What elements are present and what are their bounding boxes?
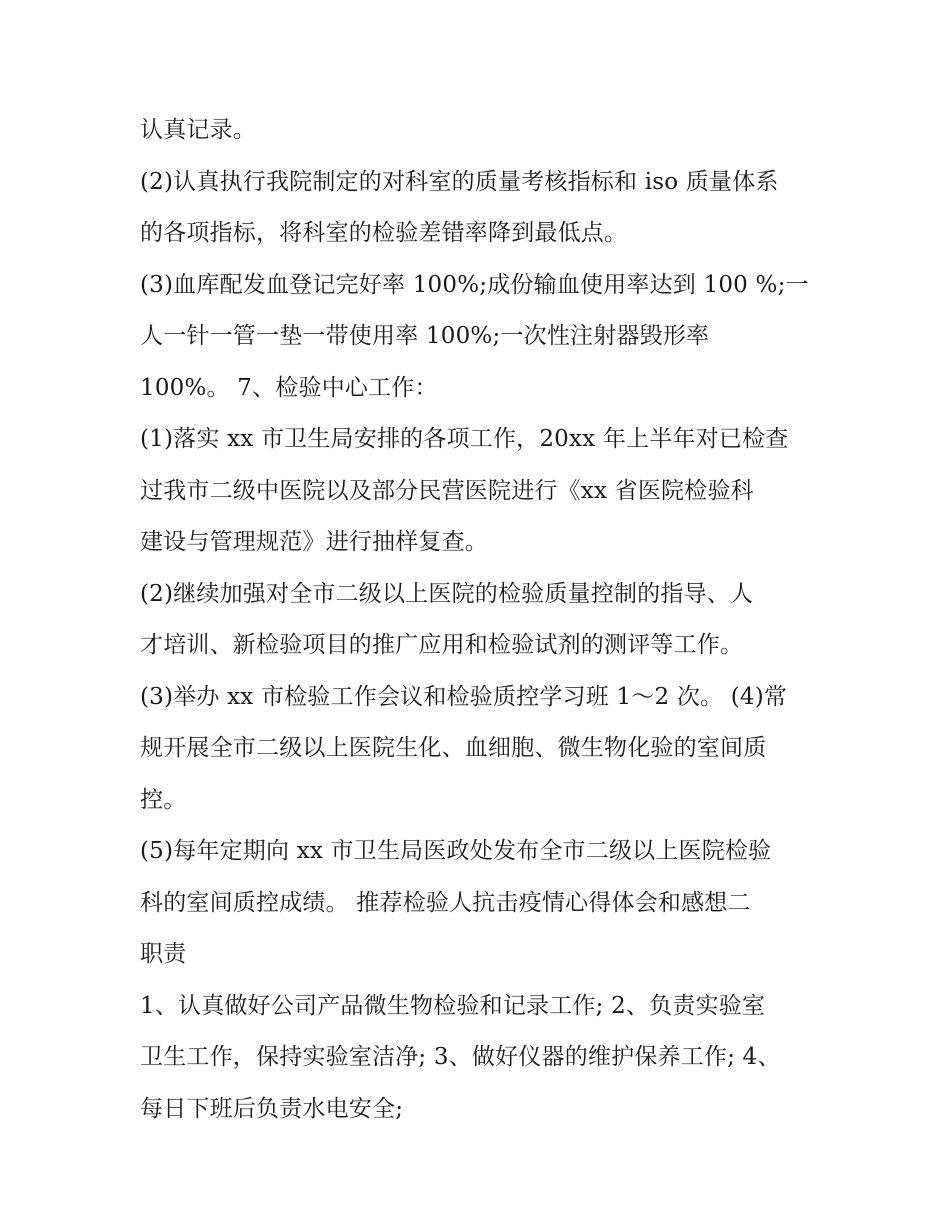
text-line: 职责 (140, 941, 187, 967)
text-line: (5)每年定期向 xx 市卫生局医政处发布全市二级以上医院检验 (140, 838, 772, 864)
text-line: 每日下班后负责水电安全; (140, 1095, 404, 1122)
text-line: 的各项指标，将科室的检验差错率降到最低点。 (140, 220, 628, 246)
text-line: (1)落实 xx 市卫生局安排的各项工作，20xx 年上半年对已检查 (140, 426, 789, 452)
text-line: 认真记录。 (140, 117, 256, 143)
text-line: 1、认真做好公司产品微生物检验和记录工作; 2、负责实验室 (140, 992, 766, 1019)
text-line: (2)认真执行我院制定的对科室的质量考核指标和 iso 质量体系 (140, 168, 779, 195)
text-line: 建设与管理规范》进行抽样复查。 (140, 529, 488, 555)
text-line: (3)血库配发血登记完好率 100%;成份输血使用率达到 100 %;一 (140, 271, 809, 298)
text-line: 科的室间质控成绩。 推荐检验人抗击疫情心得体会和感想二 (140, 889, 751, 916)
text-line: 人一针一管一垫一带使用率 100%;一次性注射器毁形率 (140, 323, 710, 349)
text-line: 100%。 7、检验中心工作： (140, 374, 438, 401)
text-line: 规开展全市二级以上医院生化、血细胞、微生物化验的室间质 (140, 735, 767, 761)
text-line: (3)举办 xx 市检验工作会议和检验质控学习班 1～2 次。 (4)常 (140, 683, 788, 710)
document-body (140, 108, 820, 1138)
text-line: 卫生工作，保持实验室洁净; 3、做好仪器的维护保养工作; 4、 (140, 1044, 781, 1070)
text-line: 才培训、新检验项目的推广应用和检验试剂的测评等工作。 (140, 632, 744, 658)
text-line: (2)继续加强对全市二级以上医院的检验质量控制的指导、人 (140, 580, 754, 607)
text-line: 过我市二级中医院以及部分民营医院进行《xx 省医院检验科 (140, 477, 754, 504)
text-line: 控。 (140, 786, 187, 813)
